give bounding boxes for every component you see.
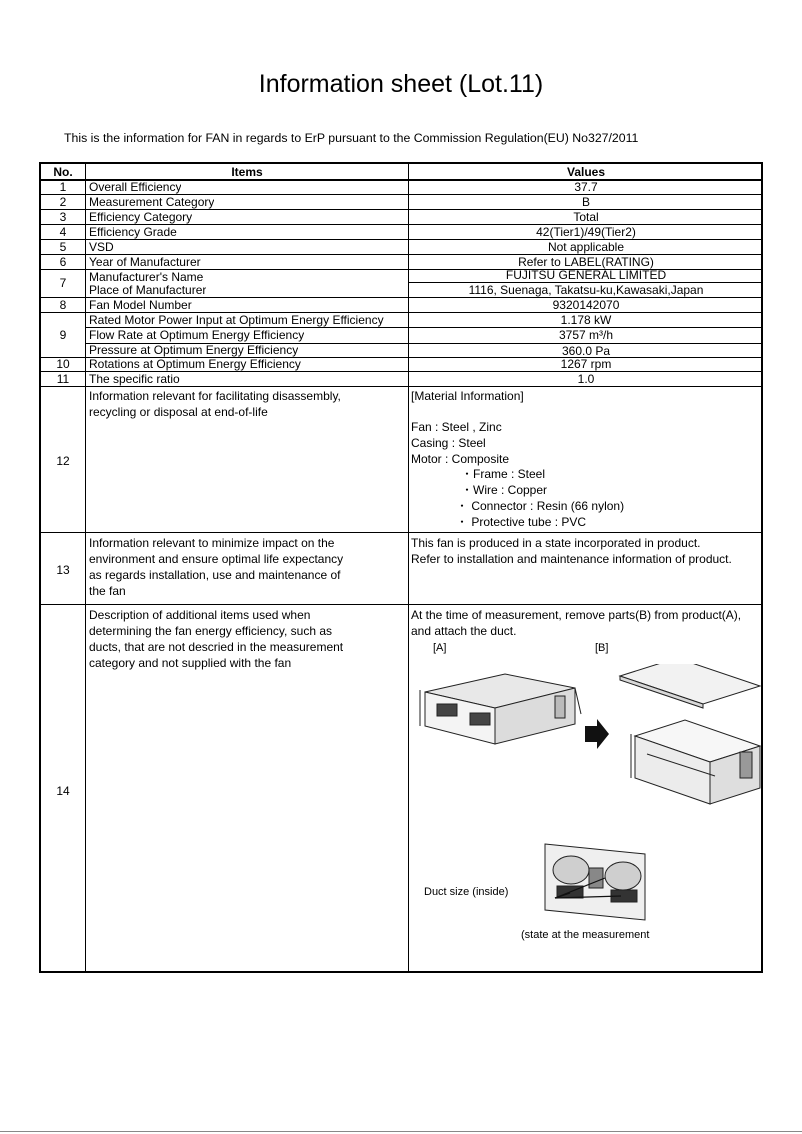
- row-8-no: 8: [59, 298, 67, 312]
- row-12-value-line-1: [Material Information]: [411, 389, 524, 403]
- row-14-item-line-1: Description of additional items used when: [89, 608, 311, 622]
- row-12-value-line-6: ・Frame : Steel: [461, 467, 546, 481]
- row-7a-item: Manufacturer's Name: [89, 270, 204, 284]
- row-12-item-line-2: recycling or disposal at end-of-life: [89, 405, 268, 419]
- info-table: [39, 162, 763, 973]
- row-2-item: Measurement Category: [89, 195, 215, 209]
- row-1-value: 37.7: [574, 180, 598, 194]
- row-9b-item: Flow Rate at Optimum Energy Efficiency: [89, 328, 305, 342]
- product-open-illustration: [631, 720, 760, 804]
- part-b-illustration: [620, 664, 760, 708]
- row-12-value-line-4: Casing : Steel: [411, 436, 486, 450]
- row-6-value: Refer to LABEL(RATING): [518, 255, 654, 269]
- row-14-no: 14: [56, 784, 70, 798]
- row-11-no: 11: [56, 372, 70, 386]
- row-5-value: Not applicable: [547, 240, 625, 254]
- row-12-value-line-9: ・ Protective tube : PVC: [456, 515, 587, 529]
- row-8-value: 9320142070: [552, 298, 620, 312]
- col-divider-1: [85, 164, 86, 971]
- row-10-item: Rotations at Optimum Energy Efficiency: [89, 357, 301, 371]
- row-9a-value: 1.178 kW: [560, 313, 612, 327]
- row-9b-value: 3757 m³/h: [558, 328, 614, 342]
- row-3-item: Efficiency Category: [89, 210, 193, 224]
- row-9c-item: Pressure at Optimum Energy Efficiency: [89, 343, 299, 357]
- row-rule: [41, 604, 761, 605]
- row-6-item: Year of Manufacturer: [89, 255, 201, 269]
- row-5-item: VSD: [89, 240, 114, 254]
- row-1-no: 1: [59, 180, 67, 194]
- page-title: Information sheet (Lot.11): [258, 70, 544, 98]
- row-14-value-line-1: At the time of measurement, remove parts(B) from product(A),: [411, 608, 742, 622]
- row-5-no: 5: [59, 240, 67, 254]
- row-2-value: B: [581, 195, 590, 209]
- row-9c-value: 360.0 Pa: [561, 344, 611, 358]
- row-3-no: 3: [59, 210, 67, 224]
- row-13-no: 13: [56, 563, 70, 577]
- row-6-no: 6: [59, 255, 67, 269]
- row-7b-value: 1116, Suenaga, Takatsu-ku,Kawasaki,Japan: [468, 283, 704, 297]
- row-11-item: The specific ratio: [89, 372, 180, 386]
- row-14-item-line-4: category and not supplied with the fan: [89, 656, 292, 670]
- figure-label-a: [A]: [433, 642, 447, 654]
- row-12-item-line-1: Information relevant for facilitating disassembly,: [89, 389, 341, 403]
- row-7b-item: Place of Manufacturer: [89, 283, 207, 297]
- header-values: Values: [566, 165, 606, 179]
- row-10-no: 10: [56, 357, 70, 371]
- row-7a-value: FUJITSU GENERAL LIMITED: [505, 268, 667, 282]
- row-3-value: Total: [573, 210, 599, 224]
- row-rule: [41, 532, 761, 533]
- row-9a-item: Rated Motor Power Input at Optimum Energy Efficiency: [89, 313, 384, 327]
- row-rule: [41, 386, 761, 387]
- row-8-item: Fan Model Number: [89, 298, 192, 312]
- arrow-icon: [585, 719, 609, 749]
- row-2-no: 2: [59, 195, 67, 209]
- product-diagram: [415, 664, 765, 954]
- row-4-value: 42(Tier1)/49(Tier2): [536, 225, 636, 239]
- page-bottom-rule: [0, 1131, 802, 1132]
- row-9-no: 9: [59, 328, 67, 342]
- row-13-item-line-2: environment and ensure optimal life expectancy: [89, 552, 344, 566]
- figure-label-state: (state at the measurement: [521, 929, 650, 941]
- row-14-value-line-2: and attach the duct.: [411, 624, 517, 638]
- row-13-item-line-4: the fan: [89, 584, 126, 598]
- row-14-item-line-2: determining the fan energy efficiency, such as: [89, 624, 333, 638]
- row-14-item-line-3: ducts, that are not descried in the measurement: [89, 640, 344, 654]
- row-12-value-line-3: Fan : Steel , Zinc: [411, 420, 502, 434]
- intro-text: This is the information for FAN in regards to ErP pursuant to the Commission Regulation(EU) No327/2011: [64, 131, 639, 145]
- product-a-illustration: [420, 674, 581, 744]
- figure-label-b: [B]: [595, 642, 609, 654]
- row-13-value-line-1: This fan is produced in a state incorporated in product.: [411, 536, 701, 550]
- row-7-no: 7: [59, 276, 67, 290]
- header-items: Items: [231, 165, 263, 179]
- row-13-item-line-3: as regards installation, use and maintenance of: [89, 568, 341, 582]
- row-12-value-line-5: Motor : Composite: [411, 452, 510, 466]
- row-4-item: Efficiency Grade: [89, 225, 177, 239]
- row-12-value-line-7: ・Wire : Copper: [461, 483, 548, 497]
- row-1-item: Overall Efficiency: [89, 180, 182, 194]
- row-13-item-line-1: Information relevant to minimize impact on the: [89, 536, 335, 550]
- row-12-value-line-8: ・ Connector : Resin (66 nylon): [456, 499, 625, 513]
- row-10-value: 1267 rpm: [560, 357, 612, 371]
- header-no: No.: [53, 165, 73, 179]
- row-12-no: 12: [56, 454, 70, 468]
- row-11-value: 1.0: [577, 372, 595, 386]
- row-13-value-line-2: Refer to installation and maintenance information of product.: [411, 552, 732, 566]
- figure-label-duct: Duct size (inside): [424, 886, 509, 898]
- row-4-no: 4: [59, 225, 67, 239]
